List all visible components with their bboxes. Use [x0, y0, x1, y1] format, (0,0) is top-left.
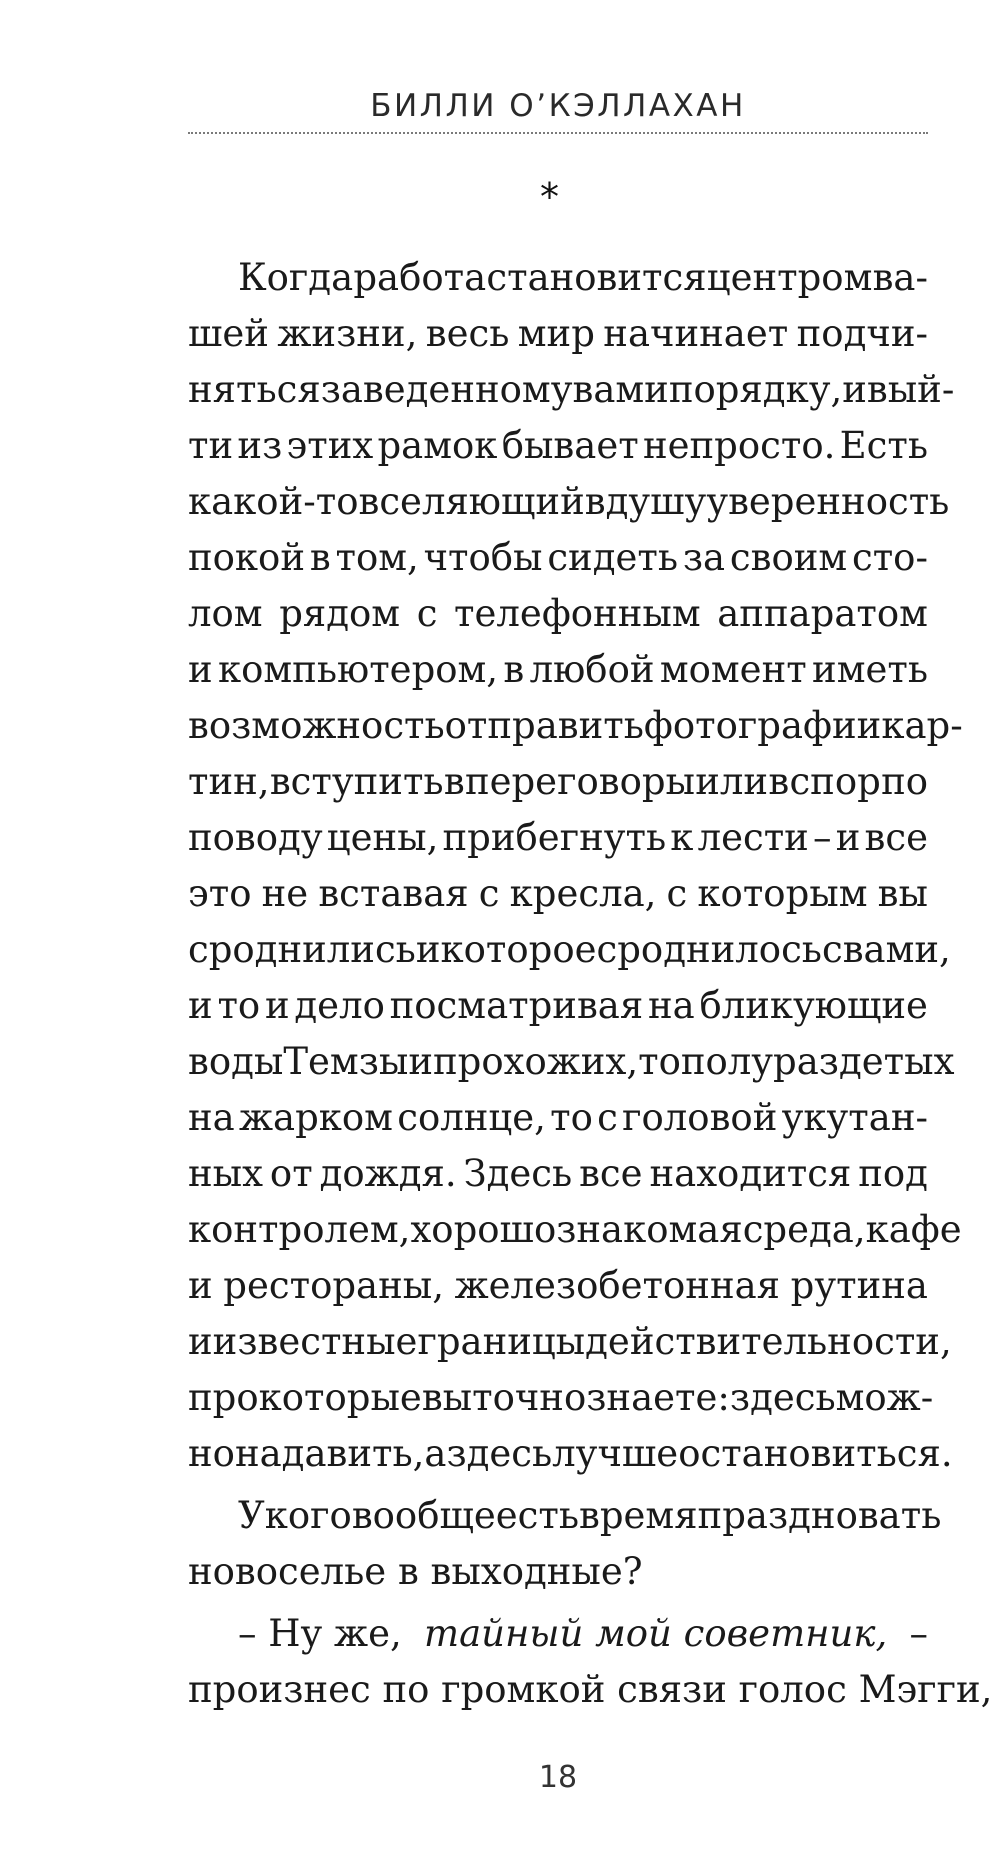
- word: лести: [697, 816, 809, 859]
- word: сроднились: [188, 928, 416, 971]
- word: центром: [706, 256, 873, 299]
- word: дождя.: [319, 1152, 457, 1195]
- word: работа: [353, 256, 487, 299]
- word: ных: [188, 1152, 263, 1195]
- word: вступить: [269, 760, 444, 803]
- word: за: [682, 536, 726, 579]
- word: здесь: [446, 1432, 553, 1475]
- word: поводу: [188, 816, 323, 859]
- word: вы: [877, 872, 928, 915]
- word: точно: [472, 1376, 587, 1419]
- word: душу: [605, 480, 707, 523]
- word: здесь: [729, 1376, 836, 1419]
- word: полураздетых: [680, 1040, 955, 1083]
- text-line: [188, 866, 928, 922]
- paragraph-2: [188, 1488, 942, 1600]
- word: границы: [417, 1320, 586, 1363]
- word: бликующие: [699, 984, 928, 1027]
- word: с: [478, 872, 500, 915]
- text-line: [238, 1606, 928, 1662]
- word: действительности,: [585, 1320, 952, 1363]
- word: компьютером,: [218, 648, 499, 691]
- word: лом: [188, 592, 263, 635]
- text-line: [188, 1034, 955, 1090]
- word: становится: [486, 256, 707, 299]
- word: праздновать: [697, 1494, 942, 1537]
- text-line: [188, 1662, 993, 1718]
- word: которое: [440, 928, 597, 971]
- word: или: [695, 760, 769, 803]
- word: вселяющий: [358, 480, 585, 523]
- text-line: [188, 642, 928, 698]
- word: к: [670, 816, 694, 859]
- word: мир: [517, 312, 595, 355]
- word: с: [666, 872, 688, 915]
- word: и: [188, 984, 213, 1027]
- word: –: [813, 816, 832, 859]
- word: не: [261, 872, 309, 915]
- word: прохожих,: [433, 1040, 639, 1083]
- word: время: [579, 1494, 698, 1537]
- word: порядку,: [668, 368, 843, 411]
- word: вообще: [351, 1494, 496, 1537]
- word: уверенность: [706, 480, 950, 523]
- word: этих: [286, 424, 374, 467]
- word: посматривая: [389, 984, 644, 1027]
- word: и: [264, 984, 290, 1027]
- word: вами,: [842, 928, 951, 971]
- word: вставая: [318, 872, 469, 915]
- word: в: [584, 480, 606, 523]
- word: чтобы: [423, 536, 543, 579]
- word: том,: [335, 536, 419, 579]
- word: под: [858, 1152, 928, 1195]
- word: кафе: [865, 1208, 962, 1251]
- word: покой: [188, 536, 305, 579]
- word: ти: [188, 424, 234, 467]
- word: жарком: [239, 1096, 393, 1139]
- word: кресла,: [509, 872, 657, 915]
- running-header-author: БИЛЛИ О’КЭЛЛАХАН: [370, 88, 746, 124]
- text-line: [188, 474, 950, 530]
- word: телефонным: [454, 592, 701, 635]
- dialogue-italic: тайный мой советник,: [424, 1612, 888, 1655]
- text-line: [238, 250, 928, 306]
- word: непросто.: [642, 424, 836, 467]
- word: переговоры: [464, 760, 695, 803]
- word: своим: [729, 536, 848, 579]
- word: няться: [188, 368, 321, 411]
- word: в: [503, 648, 525, 691]
- word: хорошо: [410, 1208, 557, 1251]
- word: которые: [258, 1376, 422, 1419]
- word: солнце,: [397, 1096, 546, 1139]
- word: знаете:: [586, 1376, 730, 1419]
- word: сроднилось: [596, 928, 822, 971]
- word: жизни,: [277, 312, 418, 355]
- word: кого: [264, 1494, 352, 1537]
- word: с: [416, 592, 438, 635]
- page-number: 18: [538, 1760, 578, 1795]
- word: то: [217, 984, 261, 1027]
- word: кар-: [881, 704, 963, 747]
- text-line: [188, 978, 928, 1034]
- word: цены,: [326, 816, 439, 859]
- word: то: [550, 1096, 593, 1139]
- word: и: [415, 928, 441, 971]
- text-line: [188, 810, 928, 866]
- text-line: [188, 698, 963, 754]
- word: мож-: [835, 1376, 934, 1419]
- word: на: [647, 984, 695, 1027]
- text-line: [188, 362, 955, 418]
- word: по: [881, 760, 928, 803]
- word: и: [835, 816, 861, 859]
- word: вами: [572, 368, 669, 411]
- word: иметь: [812, 648, 928, 691]
- text-line: [188, 1202, 962, 1258]
- text-line: [188, 922, 951, 978]
- word: с: [597, 1096, 618, 1139]
- word: шей: [188, 312, 269, 355]
- word: и: [842, 368, 867, 411]
- word: головой: [622, 1096, 778, 1139]
- word: находится: [649, 1152, 852, 1195]
- word: спор: [789, 760, 881, 803]
- word: и: [188, 1320, 213, 1363]
- word: любой: [529, 648, 655, 691]
- word: от: [269, 1152, 313, 1195]
- word: сидеть: [547, 536, 679, 579]
- word: укутан-: [781, 1096, 928, 1139]
- word: и: [188, 648, 213, 691]
- paragraph-3: [188, 1606, 993, 1718]
- word: момент: [659, 648, 807, 691]
- word: бывает: [501, 424, 639, 467]
- word: про: [188, 1376, 259, 1419]
- word: в: [443, 760, 465, 803]
- word: фотографии: [643, 704, 882, 747]
- word: в: [309, 536, 331, 579]
- word: надавить,: [234, 1432, 425, 1475]
- word: Есть: [839, 424, 928, 467]
- paragraph-1: [188, 250, 963, 1482]
- word: железобетонная: [454, 1264, 781, 1307]
- word: то: [638, 1040, 681, 1083]
- word: все: [579, 1152, 643, 1195]
- word: и: [188, 1264, 213, 1307]
- text-line: новоселье в выходные?: [188, 1550, 643, 1593]
- text-line: [188, 1314, 952, 1370]
- section-break-asterisk: *: [540, 175, 559, 219]
- word: известные: [212, 1320, 418, 1363]
- text-line-content: произнес по громкой связи голос Мэгги,: [188, 1668, 993, 1711]
- word: рестораны,: [223, 1264, 444, 1307]
- text-line: [188, 1090, 928, 1146]
- word: контролем,: [188, 1208, 411, 1251]
- text-line: [188, 586, 928, 642]
- word: рамок: [377, 424, 498, 467]
- word: тин,: [188, 760, 270, 803]
- word: на: [188, 1096, 235, 1139]
- word: с: [821, 928, 843, 971]
- word: Здесь: [463, 1152, 573, 1195]
- word: дело: [294, 984, 385, 1027]
- dialogue-end: –: [897, 1612, 928, 1655]
- word: знакомая: [556, 1208, 743, 1251]
- word: ва-: [872, 256, 928, 299]
- word: какой-то: [188, 480, 359, 523]
- word: это: [188, 872, 252, 915]
- word: вы: [421, 1376, 473, 1419]
- word: среда,: [742, 1208, 866, 1251]
- word: все: [864, 816, 928, 859]
- word: в: [768, 760, 790, 803]
- word: вый-: [866, 368, 955, 411]
- word: сто-: [851, 536, 928, 579]
- header-dotted-rule: [188, 132, 928, 134]
- word: заведенному: [320, 368, 573, 411]
- text-line: [188, 1426, 953, 1482]
- word: и: [408, 1040, 433, 1083]
- word: есть: [495, 1494, 579, 1537]
- word: а: [424, 1432, 447, 1475]
- word: Когда: [238, 256, 354, 299]
- word: остановиться.: [678, 1432, 953, 1475]
- word: У: [238, 1494, 265, 1537]
- text-line: [188, 1370, 934, 1426]
- word: но: [188, 1432, 235, 1475]
- word: рядом: [279, 592, 401, 635]
- body-text: [188, 250, 993, 1718]
- text-line: [188, 754, 928, 810]
- text-line: [188, 530, 928, 586]
- word: которым: [697, 872, 868, 915]
- text-line: [188, 306, 928, 362]
- word: рутина: [790, 1264, 928, 1307]
- word: аппаратом: [717, 592, 928, 635]
- word: из: [237, 424, 283, 467]
- word: возможность: [188, 704, 445, 747]
- word: подчи-: [796, 312, 928, 355]
- word: отправить: [444, 704, 644, 747]
- word: Темзы: [283, 1040, 409, 1083]
- text-line: [238, 1488, 942, 1544]
- dialogue-start: – Ну же,: [238, 1612, 414, 1655]
- word: прибегнуть: [442, 816, 667, 859]
- text-line: [188, 418, 928, 474]
- word: весь: [425, 312, 510, 355]
- word: воды: [188, 1040, 284, 1083]
- text-line: [188, 1146, 928, 1202]
- text-line: [188, 1258, 928, 1314]
- word: начинает: [603, 312, 789, 355]
- word: лучше: [552, 1432, 679, 1475]
